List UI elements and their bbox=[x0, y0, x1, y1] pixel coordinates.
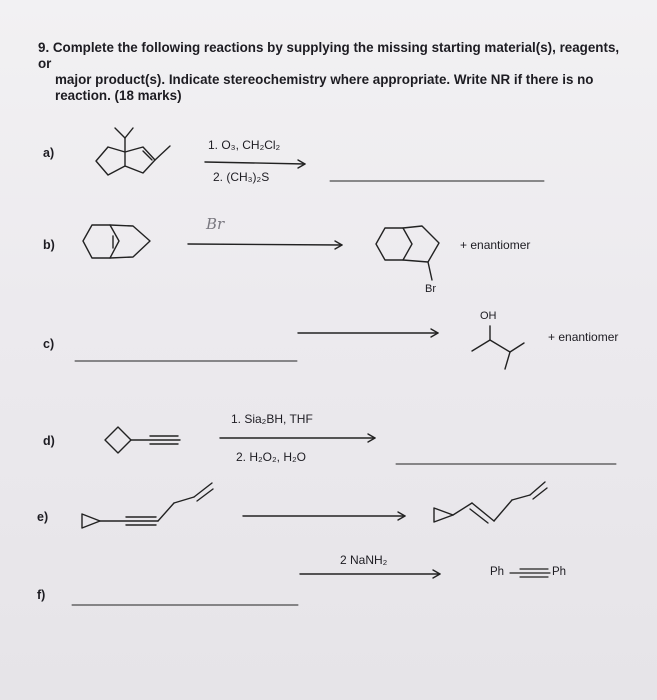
part-b-starting-material bbox=[83, 225, 150, 258]
part-b-enantiomer-note: + enantiomer bbox=[460, 238, 531, 252]
part-b-arrow bbox=[188, 241, 342, 249]
part-b-handwritten-reagent: Br bbox=[206, 215, 225, 233]
part-d-reagent-1: 1. Sia₂BH, THF bbox=[231, 412, 313, 426]
part-c-hydroxyl-label: OH bbox=[480, 310, 497, 322]
part-b-label: b) bbox=[43, 238, 55, 252]
part-e-label: e) bbox=[37, 510, 49, 524]
part-d-reagent-2: 2. H₂O₂, H₂O bbox=[236, 450, 306, 464]
part-a-reagent-2: 2. (CH₃)₂S bbox=[213, 170, 270, 184]
part-e-starting-material bbox=[82, 483, 213, 528]
part-c-arrow bbox=[298, 329, 438, 337]
part-f-reagent: 2 NaNH₂ bbox=[340, 553, 388, 567]
part-a-label: a) bbox=[43, 146, 55, 160]
part-e-arrow bbox=[243, 512, 405, 520]
part-c-product bbox=[472, 326, 524, 369]
part-f-label: f) bbox=[37, 588, 46, 602]
part-d-arrow bbox=[220, 434, 375, 442]
part-f-product-ph-right: Ph bbox=[552, 566, 567, 578]
part-d-label: d) bbox=[43, 434, 55, 448]
part-c-enantiomer-note: + enantiomer bbox=[548, 330, 619, 344]
part-d-starting-material bbox=[105, 427, 180, 453]
part-b-product bbox=[376, 226, 439, 280]
question-line-1: 9. Complete the following reactions by supplying the missing starting material(s), reagents, or bbox=[38, 40, 620, 71]
part-a-arrow bbox=[205, 160, 305, 168]
part-e-product bbox=[434, 482, 547, 523]
part-c-label: c) bbox=[43, 337, 55, 351]
part-f-arrow bbox=[300, 570, 440, 578]
question-line-3: reaction. (18 marks) bbox=[55, 88, 182, 103]
part-f-product-triple-bond bbox=[510, 569, 550, 577]
part-a-reagent-1: 1. O₃, CH₂Cl₂ bbox=[208, 138, 281, 152]
part-b-bromine-label: Br bbox=[425, 283, 436, 295]
question-line-2: major product(s). Indicate stereochemistry where appropriate. Write NR if there is no bbox=[55, 72, 594, 87]
part-a-starting-material bbox=[96, 128, 170, 175]
part-f-product-ph-left: Ph bbox=[490, 566, 505, 578]
